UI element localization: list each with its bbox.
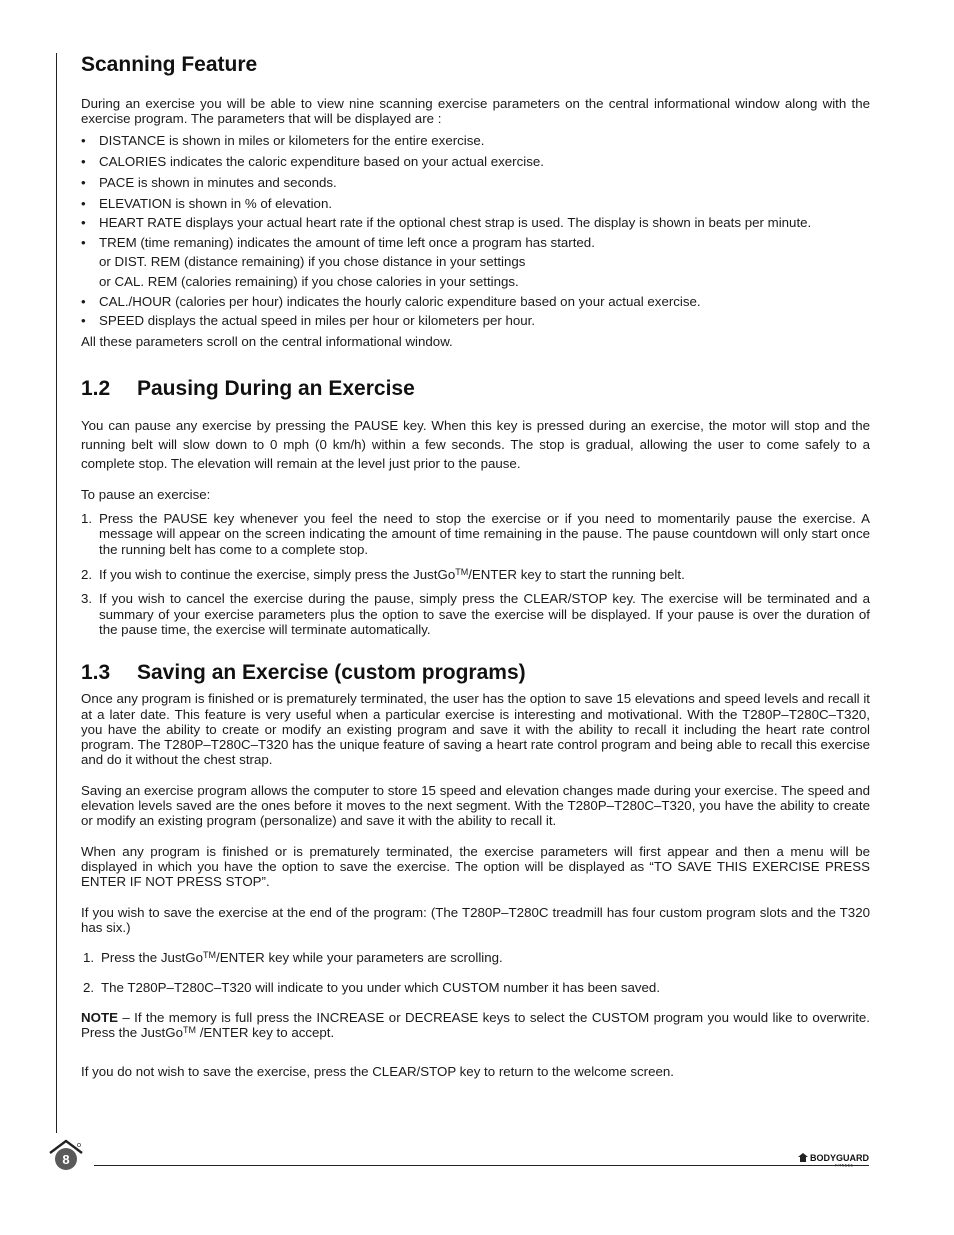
page-number: 8 (62, 1152, 70, 1167)
list-item: • HEART RATE displays your actual heart rate if the optional chest strap is used. The display is shown in beats per minute. (81, 215, 870, 230)
step-text: /ENTER key while your parameters are scrolling. (216, 950, 503, 966)
step-number: 3. (81, 591, 93, 607)
list-item (83, 950, 870, 965)
house-page-badge-icon (48, 1137, 84, 1173)
saving-steps-list (81, 950, 870, 996)
list-item-continuation: or DIST. REM (distance remaining) if you chose distance in your settings (99, 254, 526, 270)
step-text: If you wish to continue the exercise, simply press the JustGo (99, 567, 456, 583)
bodyguard-logo (797, 1150, 869, 1168)
step-number: 1. (81, 511, 93, 527)
section-number: 1.2 (81, 376, 111, 400)
pausing-steps-list (81, 511, 870, 637)
saving-paragraph-2: Saving an exercise program allows the computer to store 15 speed and elevation changes made during your exercise. The speed and elevation levels saved are the ones before it moves to the next segment. With the T280P–T280C–T320, you have the ability to create or modify an existing program (personalize) and save it with the ability to recall it. (81, 782, 870, 829)
scanning-outro: All these parameters scroll on the central informational window. (81, 333, 453, 349)
list-item-continuation: or CAL. REM (calories remaining) if you chose calories in your settings. (99, 273, 519, 289)
section-title: Pausing During an Exercise (137, 376, 415, 400)
pausing-paragraph: You can pause any exercise by pressing the PAUSE key. When this key is pressed during an exercise, the motor will stop and the running belt will slow down to 0 mph (0 km/h) within a few seconds. The stop is gradual, allowing the user to come safely to a complete stop. The elevation will remain at the level just prior to the pause. (81, 417, 870, 471)
scanning-parameters-list (81, 133, 870, 329)
list-item: • PACE is shown in minutes and seconds. (81, 175, 870, 190)
scanning-intro: During an exercise you will be able to view nine scanning exercise parameters on the central informational window along with the exercise program. The parameters that will be displayed are : (81, 96, 870, 127)
list-item (81, 567, 870, 582)
step-text: Press the PAUSE key whenever you feel the need to stop the exercise or if you need to momentarily pause the exercise. A message will appear on the screen indicating the amount of time remaining in the pause. The pause countdown will only start once the running belt has come to a complete stop. (99, 511, 870, 557)
list-item: • TREM (time remaning) indicates the amount of time left once a program has started. (81, 235, 870, 250)
list-item (83, 980, 870, 995)
list-item (81, 511, 870, 557)
trademark-mark: TM (455, 567, 469, 578)
list-item (81, 591, 870, 637)
trademark-mark: TM (183, 1024, 196, 1035)
trademark-mark: TM (203, 950, 216, 961)
list-item: • SPEED displays the actual speed in miles per hour or kilometers per hour. (81, 313, 870, 328)
pausing-lead: To pause an exercise: (81, 486, 211, 502)
footer-rule (94, 1165, 869, 1166)
step-text: /ENTER key to start the running belt. (468, 567, 685, 583)
step-number: 2. (81, 567, 93, 583)
brand-subtitle: FITNESS (835, 1163, 854, 1168)
step-number: 2. (83, 980, 95, 996)
section-title: Saving an Exercise (custom programs) (137, 661, 526, 685)
saving-paragraph-5: If you do not wish to save the exercise, press the CLEAR/STOP key to return to the welcome screen. (81, 1064, 674, 1080)
saving-heading (81, 660, 870, 686)
saving-paragraph-1: Once any program is finished or is prematurely terminated, the user has the option to save 15 elevations and speed levels and recall it at a later date. This feature is very useful when a particular exercise is interesting and motivational. With the T280P–T280C–T320, you have the ability to create or modify an existing program and save it with the ability to recall it including the heart rate control program. The T280P–T280C–T320 has the unique feature of saving a heart rate control program and being able to recall this exercise and do it without the chest strap. (81, 691, 870, 768)
list-item: • CAL./HOUR (calories per hour) indicates the hourly caloric expenditure based on your actual exercise. (81, 294, 870, 309)
page-content (81, 52, 870, 1080)
list-item: • DISTANCE is shown in miles or kilometers for the entire exercise. (81, 133, 870, 148)
step-text: Press the JustGo (101, 950, 203, 966)
step-text: If you wish to cancel the exercise during the pause, simply press the CLEAR/STOP key. The exercise will be terminated and a summary of your exercise parameters plus the option to save the exercise will be displayed. If your pause is over the duration of the pause time, the exercise will terminate automatically. (99, 591, 870, 637)
brand-name: BODYGUARD (810, 1153, 869, 1163)
note-text: /ENTER key to accept. (196, 1024, 335, 1040)
list-item: • ELEVATION is shown in % of elevation. (81, 196, 870, 211)
step-number: 1. (83, 950, 95, 966)
section-number: 1.3 (81, 661, 111, 685)
note-text: – If the memory is full press the INCREASE or DECREASE keys to select the CUSTOM program you would like to overwrite. Press the JustGo (81, 1009, 870, 1040)
saving-paragraph-4: If you wish to save the exercise at the end of the program: (The T280P–T280C treadmill has four custom program slots and the T320 has six.) (81, 904, 870, 935)
pausing-heading (81, 376, 870, 402)
note-label: NOTE (81, 1009, 118, 1025)
left-margin-rule (56, 53, 57, 1133)
scanning-feature-heading: Scanning Feature (81, 53, 258, 76)
note-paragraph (81, 1010, 870, 1041)
step-text: The T280P–T280C–T320 will indicate to you under which CUSTOM number it has been saved. (101, 980, 661, 996)
list-item: • CALORIES indicates the caloric expenditure based on your actual exercise. (81, 154, 870, 169)
saving-paragraph-3: When any program is finished or is prematurely terminated, the exercise parameters will first appear and then a menu will be displayed in which you have the option to save the exercise. The option will be displayed as “TO SAVE THIS EXERCISE PRESS ENTER IF NOT PRESS STOP”. (81, 843, 870, 890)
